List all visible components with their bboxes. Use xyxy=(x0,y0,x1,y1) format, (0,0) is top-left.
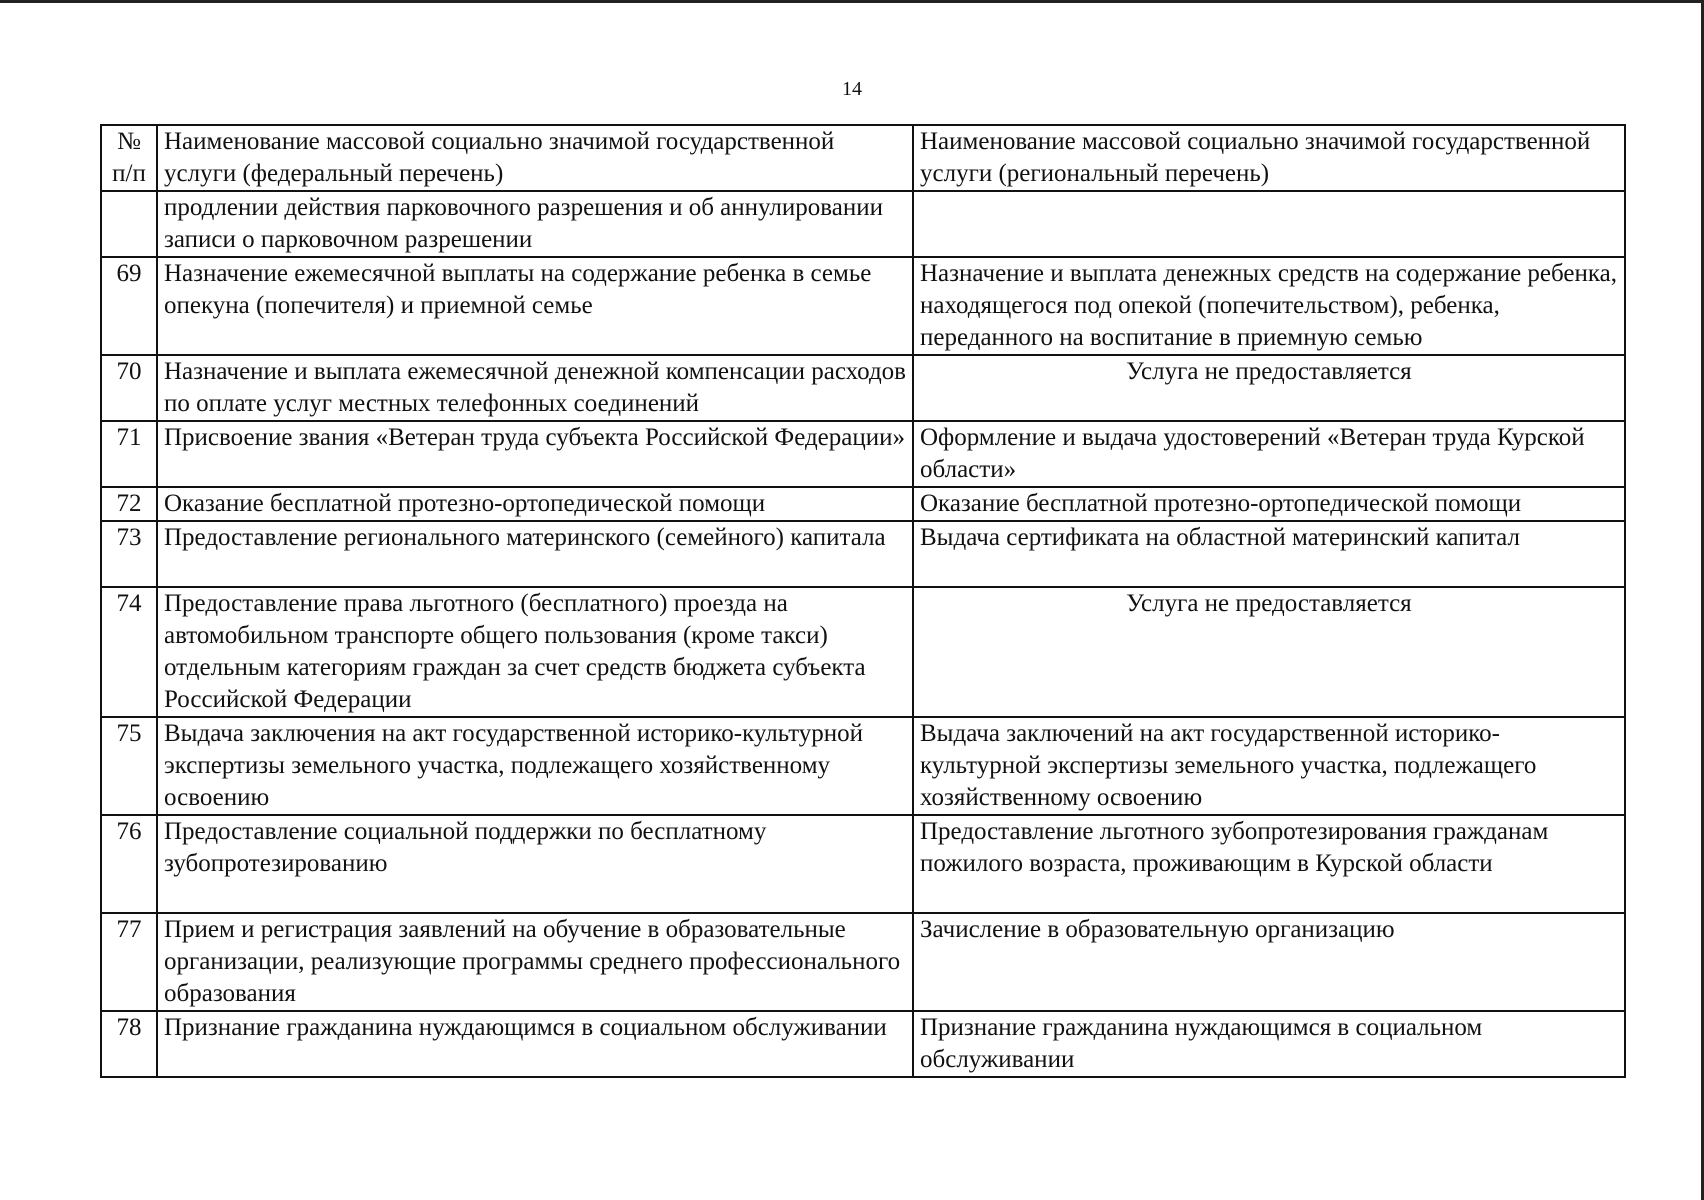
table-row xyxy=(101,191,1625,257)
row-regional-service: Признание гражданина нуждающимся в социальном обслуживании xyxy=(913,1011,1625,1077)
row-regional-service: Услуга не предоставляется xyxy=(913,355,1625,421)
table-row xyxy=(101,421,1625,487)
header-num: № п/п xyxy=(101,125,157,191)
row-num: 75 xyxy=(101,717,157,815)
table-row xyxy=(101,355,1625,421)
row-num: 69 xyxy=(101,257,157,355)
row-regional-service: Назначение и выплата денежных средств на содержание ребенка, находящегося под опекой (попечительством), ребенка, переданного на воспитание в приемную семью xyxy=(913,257,1625,355)
table-row xyxy=(101,717,1625,815)
row-num: 70 xyxy=(101,355,157,421)
table-header-row xyxy=(101,125,1625,191)
row-federal-service: Назначение и выплата ежемесячной денежной компенсации расходов по оплате услуг местных телефонных соединений xyxy=(157,355,913,421)
table-row xyxy=(101,487,1625,521)
scan-edge-top xyxy=(0,0,1704,3)
row-regional-service: Зачисление в образовательную организацию xyxy=(913,913,1625,1011)
row-federal-service: Признание гражданина нуждающимся в социальном обслуживании xyxy=(157,1011,913,1077)
row-regional-service: Выдача сертификата на областной материнский капитал xyxy=(913,521,1625,587)
table-row xyxy=(101,257,1625,355)
row-num: 77 xyxy=(101,913,157,1011)
row-regional-service: Выдача заключений на акт государственной историко-культурной экспертизы земельного участка, подлежащего хозяйственному освоению xyxy=(913,717,1625,815)
row-regional-service: Оказание бесплатной протезно-ортопедической помощи xyxy=(913,487,1625,521)
services-table xyxy=(100,124,1626,1078)
row-federal-service: Предоставление права льготного (бесплатного) проезда на автомобильном транспорте общего пользования (кроме такси) отдельным категориям граждан за счет средств бюджета субъекта Российской Федерации xyxy=(157,587,913,717)
table-row xyxy=(101,1011,1625,1077)
page-number: 14 xyxy=(842,78,862,100)
row-federal-service: Назначение ежемесячной выплаты на содержание ребенка в семье опекуна (попечителя) и приемной семье xyxy=(157,257,913,355)
row-num: 78 xyxy=(101,1011,157,1077)
row-federal-service: Присвоение звания «Ветеран труда субъекта Российской Федерации» xyxy=(157,421,913,487)
row-num xyxy=(101,191,157,257)
header-federal: Наименование массовой социально значимой государственной услуги (федеральный перечень) xyxy=(157,125,913,191)
row-federal-service: Предоставление регионального материнского (семейного) капитала xyxy=(157,521,913,587)
row-num: 72 xyxy=(101,487,157,521)
table-row xyxy=(101,521,1625,587)
table-row xyxy=(101,913,1625,1011)
row-federal-service: Предоставление социальной поддержки по бесплатному зубопротезированию xyxy=(157,815,913,913)
row-num: 71 xyxy=(101,421,157,487)
row-regional-service: Оформление и выдача удостоверений «Ветеран труда Курской области» xyxy=(913,421,1625,487)
row-regional-service: Предоставление льготного зубопротезирования гражданам пожилого возраста, проживающим в Курской области xyxy=(913,815,1625,913)
row-federal-service: Оказание бесплатной протезно-ортопедической помощи xyxy=(157,487,913,521)
row-federal-service: Прием и регистрация заявлений на обучение в образовательные организации, реализующие программы среднего профессионального образования xyxy=(157,913,913,1011)
table-row xyxy=(101,587,1625,717)
row-num: 73 xyxy=(101,521,157,587)
row-num: 74 xyxy=(101,587,157,717)
row-regional-service xyxy=(913,191,1625,257)
row-regional-service: Услуга не предоставляется xyxy=(913,587,1625,717)
table-row xyxy=(101,815,1625,913)
header-regional: Наименование массовой социально значимой государственной услуги (региональный перечень) xyxy=(913,125,1625,191)
row-federal-service: продлении действия парковочного разрешения и об аннулировании записи о парковочном разрешении xyxy=(157,191,913,257)
row-federal-service: Выдача заключения на акт государственной историко-культурной экспертизы земельного участка, подлежащего хозяйственному освоению xyxy=(157,717,913,815)
row-num: 76 xyxy=(101,815,157,913)
